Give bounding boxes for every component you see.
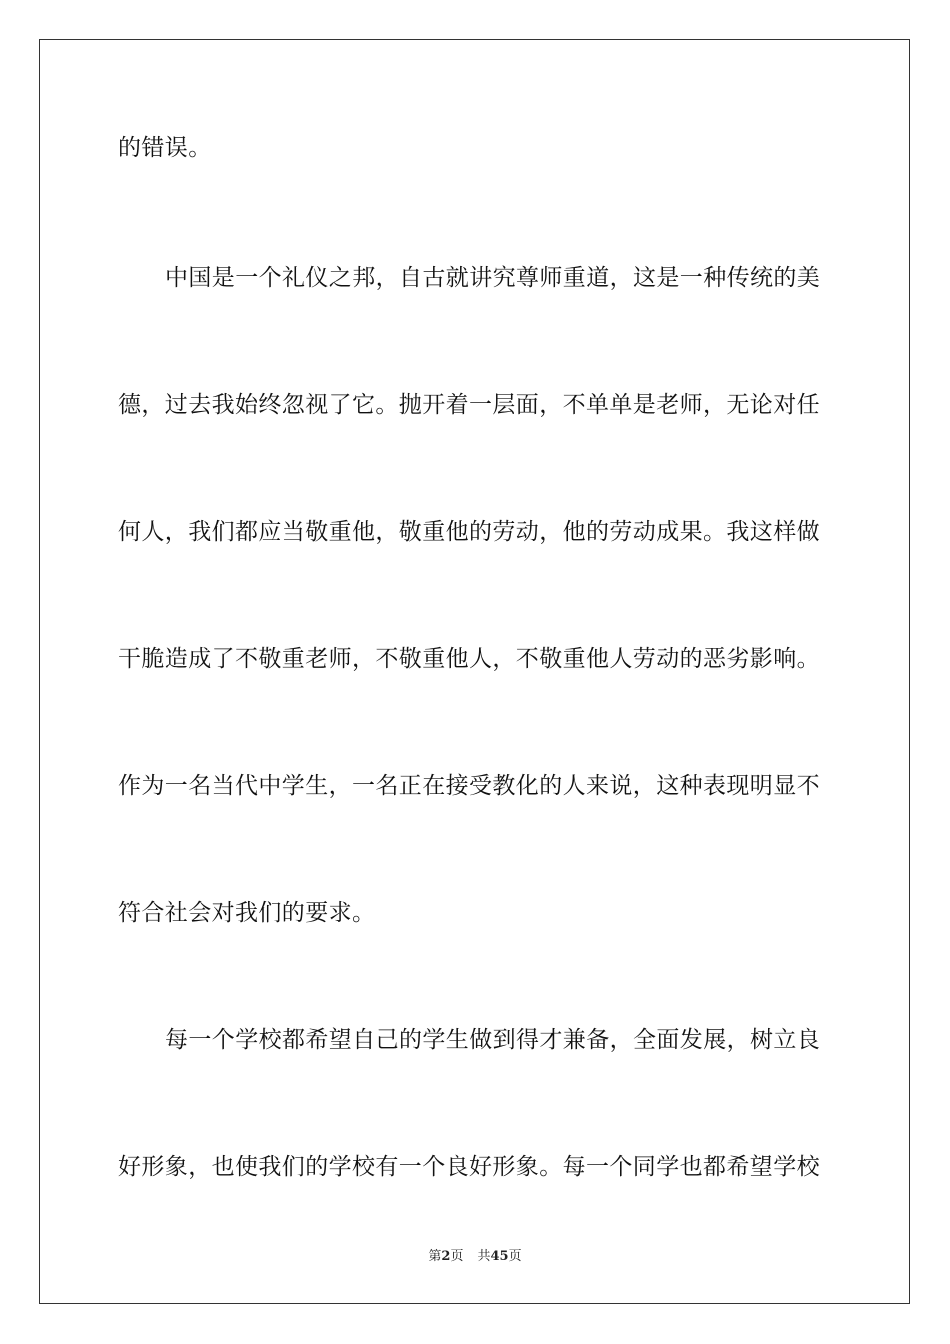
text-line-3: 德，过去我始终忽视了它。抛开着一层面，不单单是老师，无论对任 <box>118 392 820 418</box>
text-line-9: 好形象，也使我们的学校有一个良好形象。每一个同学也都希望学校 <box>118 1154 820 1180</box>
text-line-6: 作为一名当代中学生，一名正在接受教化的人来说，这种表现明显不 <box>118 773 820 799</box>
page-suffix: 页 <box>450 1249 464 1264</box>
text-line-8: 每一个学校都希望自己的学生做到得才兼备，全面发展，树立良 <box>165 1027 821 1053</box>
text-line-5: 干脆造成了不敬重老师，不敬重他人，不敬重他人劳动的恶劣影响。 <box>118 646 820 672</box>
text-line-4: 何人，我们都应当敬重他，敬重他的劳动，他的劳动成果。我这样做 <box>118 519 820 545</box>
text-line-2: 中国是一个礼仪之邦，自古就讲究尊师重道，这是一种传统的美 <box>165 265 821 291</box>
document-body <box>118 124 832 1270</box>
page-prefix: 第 <box>428 1249 442 1264</box>
total-suffix: 页 <box>508 1249 522 1264</box>
text-line-1: 的错误。 <box>118 135 212 161</box>
page-footer <box>0 1248 950 1266</box>
total-prefix: 共 <box>477 1249 491 1264</box>
text-line-7: 符合社会对我们的要求。 <box>118 900 376 926</box>
total-pages: 45 <box>490 1249 509 1264</box>
page-number: 2 <box>441 1249 451 1264</box>
